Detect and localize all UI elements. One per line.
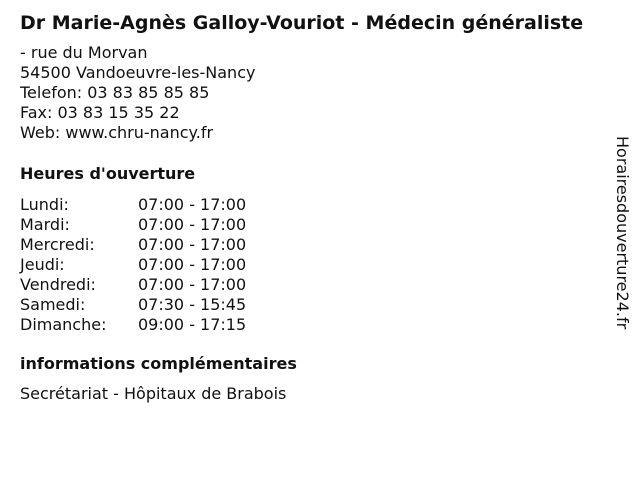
website: Web: www.chru-nancy.fr <box>20 123 214 142</box>
day-name: Mardi: <box>20 215 70 234</box>
hours-row-thursday <box>20 255 246 275</box>
day-name: Lundi: <box>20 195 69 214</box>
opening-hours-heading: Heures d'ouverture <box>20 164 196 183</box>
day-hours: 07:00 - 17:00 <box>138 215 247 234</box>
fax-number: Fax: 03 83 15 35 22 <box>20 103 180 122</box>
day-hours: 07:30 - 15:45 <box>138 295 247 314</box>
day-name: Vendredi: <box>20 275 96 294</box>
day-name: Mercredi: <box>20 235 95 254</box>
day-name: Dimanche: <box>20 315 107 334</box>
hours-row-sunday <box>20 315 246 335</box>
additional-info-text: Secrétariat - Hôpitaux de Brabois <box>20 384 287 403</box>
day-hours: 07:00 - 17:00 <box>138 255 247 274</box>
city-address: 54500 Vandoeuvre-les-Nancy <box>20 63 256 82</box>
address-block <box>20 43 255 143</box>
day-hours: 07:00 - 17:00 <box>138 195 247 214</box>
additional-info-heading: informations complémentaires <box>20 354 297 373</box>
phone-number: Telefon: 03 83 85 85 85 <box>20 83 210 102</box>
hours-row-tuesday <box>20 215 246 235</box>
street-address: - rue du Morvan <box>20 43 148 62</box>
day-name: Jeudi: <box>20 255 65 274</box>
day-hours: 07:00 - 17:00 <box>138 275 247 294</box>
opening-hours-table <box>20 195 246 335</box>
hours-row-saturday <box>20 295 246 315</box>
page-title: Dr Marie-Agnès Galloy-Vouriot - Médecin généraliste <box>20 12 584 34</box>
day-name: Samedi: <box>20 295 86 314</box>
day-hours: 07:00 - 17:00 <box>138 235 247 254</box>
hours-row-wednesday <box>20 235 246 255</box>
hours-row-monday <box>20 195 246 215</box>
hours-row-friday <box>20 275 246 295</box>
day-hours: 09:00 - 17:15 <box>138 315 247 334</box>
watermark: Horairesdouverture24.fr <box>613 136 632 330</box>
